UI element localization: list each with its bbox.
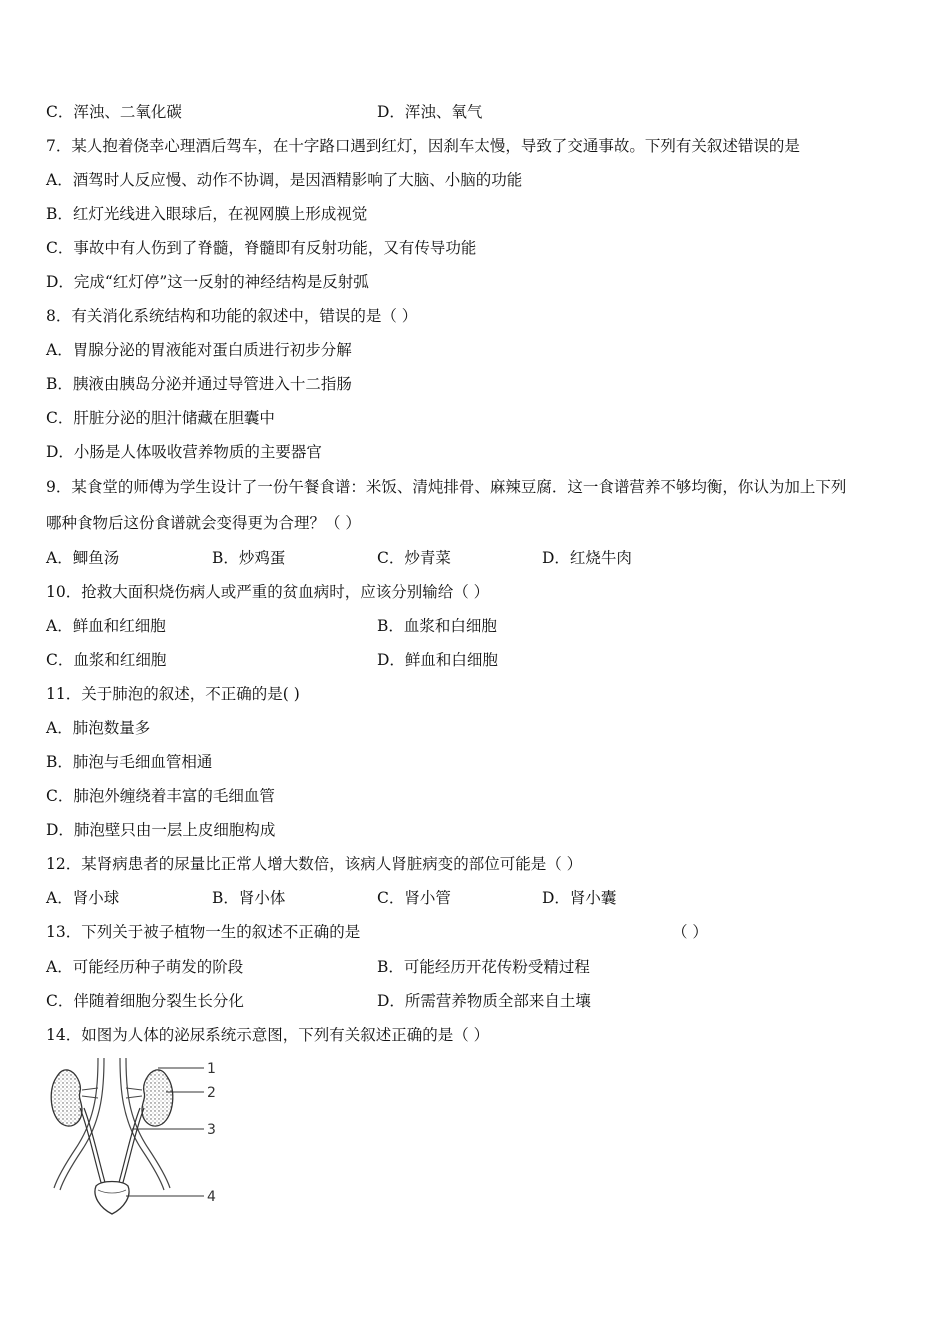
q10-option-d: D．鲜血和白细胞: [377, 651, 498, 669]
q8-option-c: C．肝脏分泌的胆汁储藏在胆囊中: [46, 409, 275, 427]
q7-option-a: A．酒驾时人反应慢、动作不协调，是因酒精影响了大脑、小脑的功能: [46, 171, 523, 189]
question-14: 14．如图为人体的泌尿系统示意图，下列有关叙述正确的是（ ）: [46, 1026, 490, 1044]
q8-option-a: A．胃腺分泌的胃液能对蛋白质进行初步分解: [46, 341, 352, 359]
q12-option-d: D．肾小囊: [542, 889, 617, 907]
question-9: 9．某食堂的师傅为学生设计了一份午餐食谱：米饭、清炖排骨、麻辣豆腐．这一食谱营养不够均衡，你认为加上下列: [46, 478, 847, 496]
q9-option-b: B．炒鸡蛋: [212, 549, 286, 567]
option-d: D．浑浊、氧气: [377, 103, 483, 121]
question-12: 12．某肾病患者的尿量比正常人增大数倍，该病人肾脏病变的部位可能是（ ）: [46, 855, 583, 873]
q9-option-c: C．炒青菜: [377, 549, 451, 567]
q8-option-b: B．胰液由胰岛分泌并通过导管进入十二指肠: [46, 375, 352, 393]
q8-option-d: D．小肠是人体吸收营养物质的主要器官: [46, 443, 322, 461]
question-8: 8．有关消化系统结构和功能的叙述中，错误的是（ ）: [46, 307, 418, 325]
question-9-cont: 哪种食物后这份食谱就会变得更为合理？（ ）: [46, 514, 361, 532]
q10-option-b: B．血浆和白细胞: [377, 617, 497, 635]
question-11: 11．关于肺泡的叙述，不正确的是( ): [46, 685, 300, 703]
q12-option-c: C．肾小管: [377, 889, 451, 907]
q9-option-a: A．鲫鱼汤: [46, 549, 120, 567]
question-7: 7．某人抱着侥幸心理酒后驾车，在十字路口遇到红灯，因刹车太慢，导致了交通事故。下列有关叙述错误的是: [46, 137, 800, 155]
q13-option-d: D．所需营养物质全部来自土壤: [377, 992, 591, 1010]
question-13-text: 13．下列关于被子植物一生的叙述不正确的是: [46, 923, 361, 941]
q7-option-d: D．完成“红灯停”这一反射的神经结构是反射弧: [46, 273, 369, 291]
q9-option-d: D．红烧牛肉: [542, 549, 632, 567]
figure-label-4: 4: [207, 1189, 216, 1205]
q12-option-b: B．肾小体: [212, 889, 286, 907]
figure-label-3: 3: [207, 1122, 216, 1138]
bladder: [95, 1182, 129, 1215]
q11-option-b: B．肺泡与毛细血管相通: [46, 753, 213, 771]
option-c: C．浑浊、二氧化碳: [46, 103, 182, 121]
q11-option-c: C．肺泡外缠绕着丰富的毛细血管: [46, 787, 275, 805]
urinary-system-figure: [46, 1058, 226, 1218]
right-kidney: [142, 1070, 173, 1126]
q12-option-a: A．肾小球: [46, 889, 120, 907]
q10-option-a: A．鲜血和红细胞: [46, 617, 166, 635]
answer-bracket: （ ）: [672, 923, 708, 941]
figure-label-2: 2: [207, 1085, 216, 1101]
q10-option-c: C．血浆和红细胞: [46, 651, 167, 669]
q7-option-c: C．事故中有人伤到了脊髓，脊髓即有反射功能，又有传导功能: [46, 239, 477, 257]
q13-option-b: B．可能经历开花传粉受精过程: [377, 958, 590, 976]
left-kidney: [51, 1070, 82, 1126]
q13-option-a: A．可能经历种子萌发的阶段: [46, 958, 244, 976]
q13-option-c: C．伴随着细胞分裂生长分化: [46, 992, 244, 1010]
q7-option-b: B．红灯光线进入眼球后，在视网膜上形成视觉: [46, 205, 368, 223]
question-10: 10．抢救大面积烧伤病人或严重的贫血病时，应该分别输给（ ）: [46, 583, 490, 601]
figure-label-1: 1: [207, 1061, 216, 1077]
q11-option-d: D．肺泡壁只由一层上皮细胞构成: [46, 821, 276, 839]
q11-option-a: A．肺泡数量多: [46, 719, 151, 737]
